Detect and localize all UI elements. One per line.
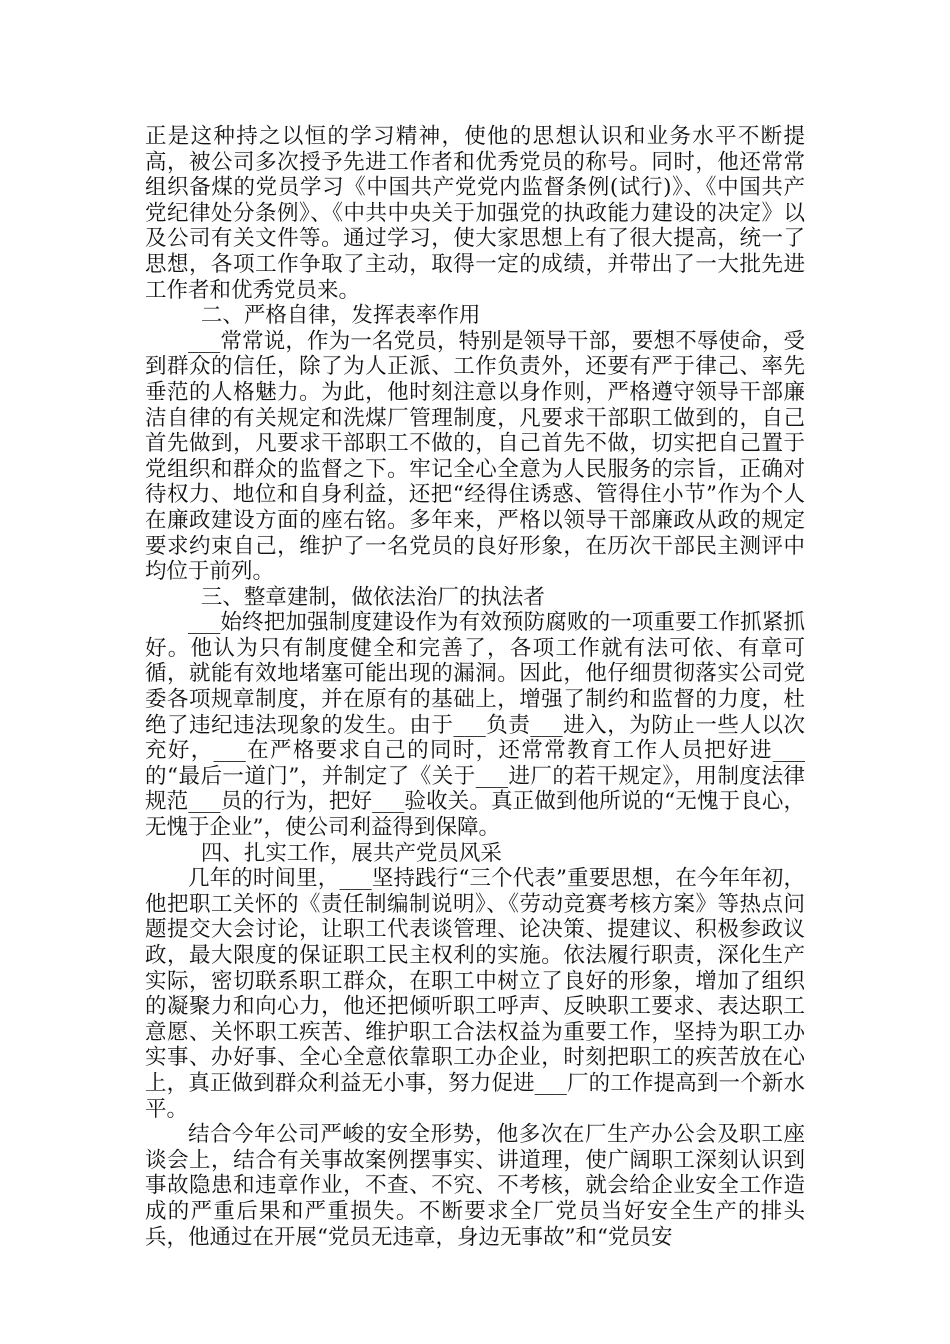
paragraph-work: 几年的时间里，___坚持践行“三个代表”重要思想，在今年年初，他把职工关怀的《责任制编制说明》、《劳动竞赛考核方案》等热点问题提交大会讨论，让职工代表谈管理、论决策、提建议、积极参政议政，最大限度的保证职工民主权利的实施。依法履行职责，深化生产实际，密切联系职工群众，在职工中树立了良好的形象，增加了组织的凝聚力和向心力，他还把倾听职工呼声、反映职工要求、表达职工意愿、关怀职工疾苦、维护职工合法权益为重要工作，坚持为职工办实事、办好事、全心全意依靠职工办企业，时刻把职工的疾苦放在心上，真正做到群众利益无小事，努力促进___厂的工作提高到一个新水平。 <box>145 866 805 1122</box>
paragraph-study-spirit: 正是这种持之以恒的学习精神，使他的思想认识和业务水平不断提高，被公司多次授予先进工作者和优秀党员的称号。同时，他还常常组织备煤的党员学习《中国共产党党内监督条例(试行)》、《中国共产党纪律处分条例》、《中共中央关于加强党的执政能力建设的决定》以及公司有关文件等。通过学习，使大家思想上有了很大提高，统一了思想，各项工作争取了主动，取得一定的成绩，并带出了一大批先进工作者和优秀党员来。 <box>145 124 805 303</box>
section-heading-work: 四、扎实工作，展共产党员风采 <box>200 840 502 866</box>
paragraph-safety: 结合今年公司严峻的安全形势，他多次在厂生产办公会及职工座谈会上，结合有关事故案例摆事实、讲道理，使广阔职工深刻认识到事故隐患和违章作业，不查、不究、不考核，就会给企业安全工作造成的严重后果和严重损失。不断要求全厂党员当好安全生产的排头兵，他通过在开展“党员无违章，身边无事故”和“党员安 <box>145 1122 805 1250</box>
paragraph-self-discipline: ___常常说，作为一名党员，特别是领导干部，要想不辱使命，受到群众的信任，除了为人正派、工作负责外，还要有严于律己、率先垂范的人格魅力。为此，他时刻注意以身作则，严格遵守领导干部廉洁自律的有关规定和洗煤厂管理制度，凡要求干部职工做到的，自己首先做到，凡要求干部职工不做的，自己首先不做，切实把自己置于党组织和群众的监督之下。牢记全心全意为人民服务的宗旨，正确对待权力、地位和自身利益，还把“经得住诱惑、管得住小节”作为个人在廉政建设方面的座右铭。多年来，严格以领导干部廉政从政的规定要求约束自己，维护了一名党员的良好形象，在历次干部民主测评中均位于前列。 <box>145 328 805 585</box>
paragraph-rules: ___始终把加强制度建设作为有效预防腐败的一项重要工作抓紧抓好。他认为只有制度健全和完善了，各项工作就有法可依、有章可循，就能有效地堵塞可能出现的漏洞。因此，他仔细贯彻落实公司党委各项规章制度，并在原有的基础上，增强了制约和监督的力度，杜绝了违纪违法现象的发生。由于___负责___进入，为防止一些人以次充好，___在严格要求自己的同时，还常常教育工作人员把好进___的“最后一道门”，并制定了《关于___进厂的若干规定》，用制度法律规范___员的行为，把好___验收关。真正做到他所说的“无愧于良心，无愧于企业”，使公司利益得到保障。 <box>145 610 805 841</box>
document-body <box>145 124 805 1250</box>
section-heading-self-discipline: 二、严格自律，发挥表率作用 <box>200 303 481 329</box>
section-heading-rules: 三、整章建制，做依法治厂的执法者 <box>200 584 545 610</box>
